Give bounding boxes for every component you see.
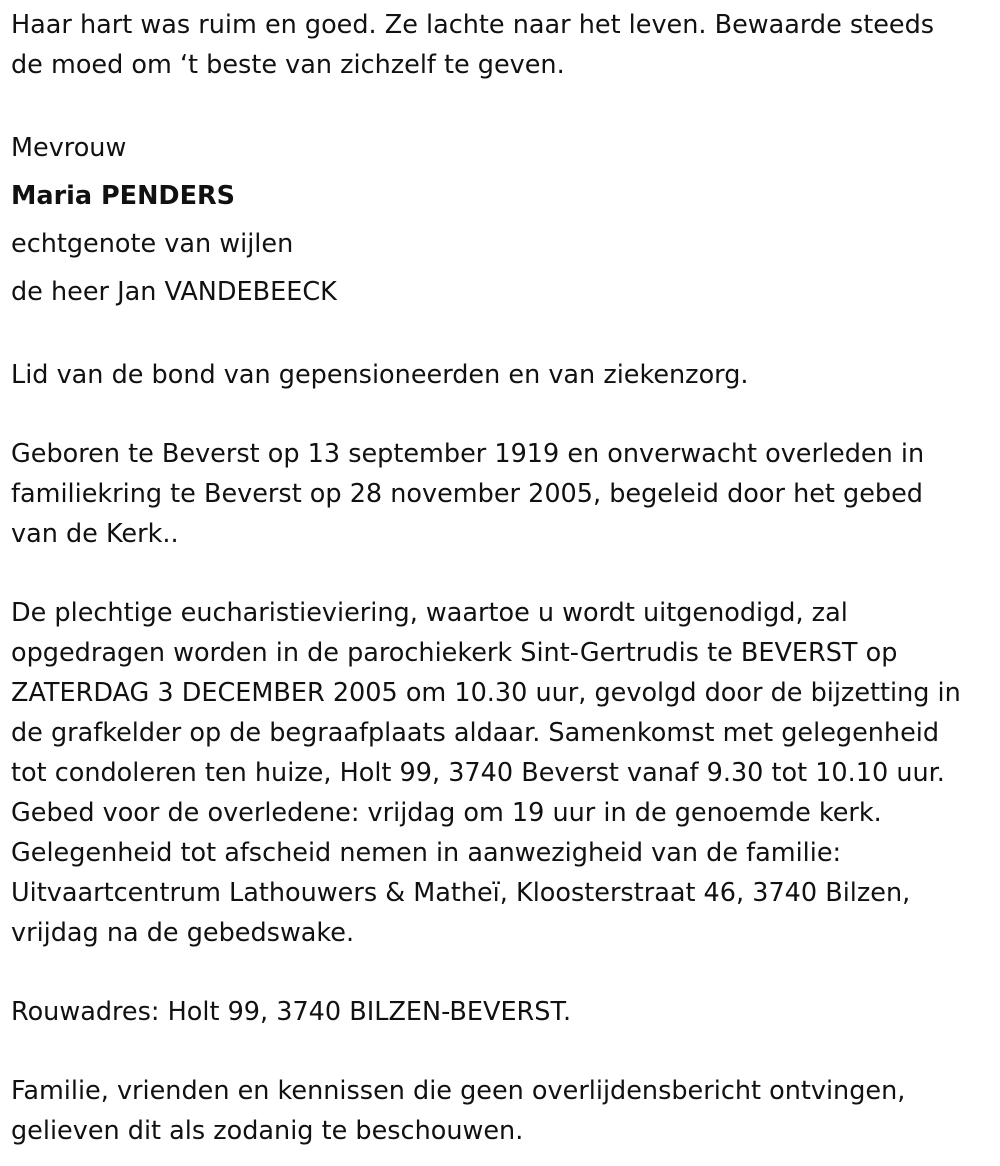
ceremony-line: De plechtige eucharistieviering, waartoe u wordt uitgenodigd, zal [11, 598, 848, 628]
ceremony-line: vrijdag na de gebedswake. [11, 918, 355, 948]
mourning-address: Rouwadres: Holt 99, 3740 BILZEN-BEVERST. [11, 997, 572, 1027]
paragraph-gap [11, 395, 988, 434]
ceremony-line: de grafkelder op de begraafplaats aldaar. Samenkomst met gelegenheid [11, 718, 940, 748]
deceased-name: Maria PENDERS [11, 181, 236, 211]
closing-paragraph [11, 1071, 988, 1151]
ceremony-line: Gelegenheid tot afscheid nemen in aanwezigheid van de familie: [11, 838, 842, 868]
ceremony-line: ZATERDAG 3 DECEMBER 2005 om 10.30 uur, gevolgd door de bijzetting in [11, 678, 961, 708]
honorific: Mevrouw [11, 133, 127, 163]
paragraph-gap [11, 85, 988, 124]
motto-line: de moed om ‘t beste van zichzelf te geven. [11, 50, 565, 80]
birth-death-paragraph [11, 434, 988, 554]
relation-line: de heer Jan VANDEBEECK [11, 277, 337, 307]
ceremony-paragraph [11, 593, 988, 953]
relation-line: echtgenote van wijlen [11, 229, 294, 259]
ceremony-line: Uitvaartcentrum Lathouwers & Matheï, Kloosterstraat 46, 3740 Bilzen, [11, 878, 911, 908]
birth-death-line: Geboren te Beverst op 13 september 1919 en onverwacht overleden in [11, 439, 925, 469]
membership-line: Lid van de bond van gepensioneerden en van ziekenzorg. [11, 360, 749, 390]
deceased-block [11, 124, 988, 316]
closing-line: Familie, vrienden en kennissen die geen overlijdensbericht ontvingen, [11, 1076, 906, 1106]
motto-paragraph [11, 5, 988, 85]
ceremony-line: tot condoleren ten huize, Holt 99, 3740 Beverst vanaf 9.30 tot 10.10 uur. [11, 758, 945, 788]
paragraph-gap [11, 953, 988, 992]
paragraph-gap [11, 554, 988, 593]
birth-death-line: familiekring te Beverst op 28 november 2005, begeleid door het gebed [11, 479, 923, 509]
motto-line: Haar hart was ruim en goed. Ze lachte naar het leven. Bewaarde steeds [11, 10, 935, 40]
ceremony-line: opgedragen worden in de parochiekerk Sint-Gertrudis te BEVERST op [11, 638, 898, 668]
paragraph-gap [11, 316, 988, 355]
closing-line: gelieven dit als zodanig te beschouwen. [11, 1116, 524, 1146]
birth-death-line: van de Kerk.. [11, 519, 179, 549]
ceremony-line: Gebed voor de overledene: vrijdag om 19 uur in de genoemde kerk. [11, 798, 882, 828]
paragraph-gap [11, 1032, 988, 1071]
